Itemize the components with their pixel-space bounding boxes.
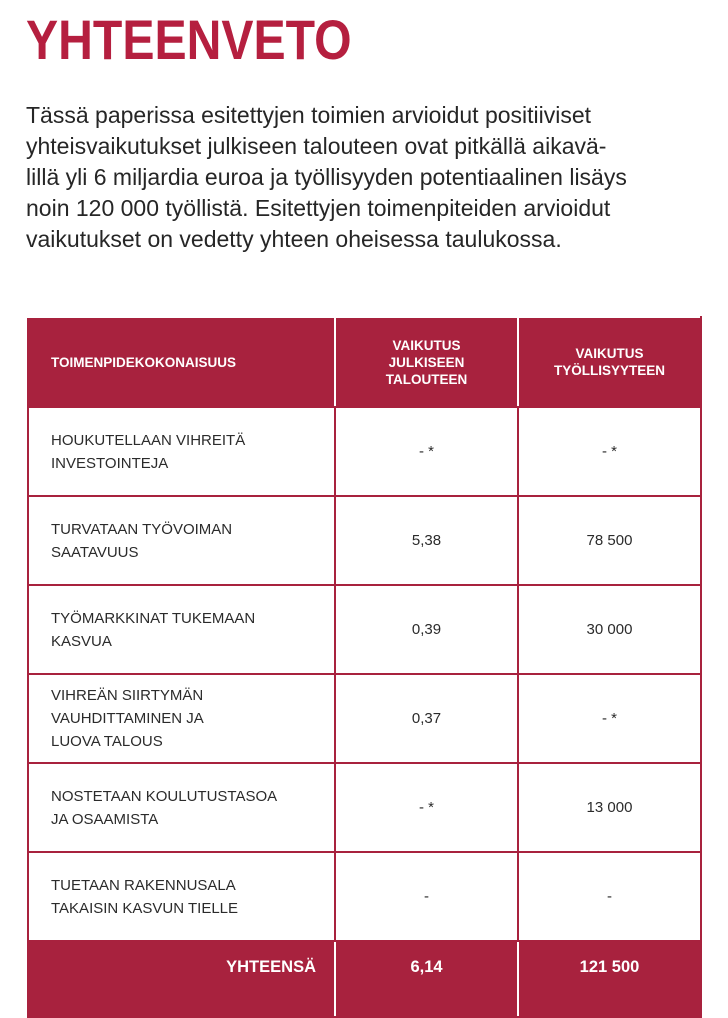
total-label: YHTEENSÄ (28, 941, 335, 1017)
header-employment-impact (518, 317, 701, 407)
row-public-finance-value: 0,39 (335, 585, 518, 674)
row-employment-value: 78 500 (518, 496, 701, 585)
measure-name-line: NOSTETAAN KOULUTUSTASOA (51, 787, 278, 805)
intro-line: vaikutukset on vedetty yhteen oheisessa taulukossa. (26, 226, 562, 252)
measure-name-line: SAATAVUUS (51, 543, 139, 561)
table-row (28, 496, 701, 585)
row-measure-name (28, 674, 335, 763)
header-public-finance-impact (335, 317, 518, 407)
table-row (28, 674, 701, 763)
total-public-finance-value: 6,14 (335, 941, 518, 1017)
row-public-finance-value: - (335, 852, 518, 941)
measure-name-line: LUOVA TALOUS (51, 733, 163, 750)
row-public-finance-value: 5,38 (335, 496, 518, 585)
total-employment-value: 121 500 (518, 941, 701, 1017)
row-employment-value: - * (518, 674, 701, 763)
measure-name-line: HOUKUTELLAAN VIHREITÄ (51, 431, 246, 449)
header-line: VAIKUTUS (392, 337, 461, 353)
table-row (28, 407, 701, 496)
row-public-finance-value: 0,37 (335, 674, 518, 763)
measure-name-line: TAKAISIN KASVUN TIELLE (51, 899, 239, 917)
intro-line: yhteisvaikutukset julkiseen talouteen ovat pitkällä aikavä- (26, 133, 607, 159)
intro-line: Tässä paperissa esitettyjen toimien arvioidut positiiviset (26, 102, 592, 128)
header-measure-group (28, 317, 335, 407)
row-employment-value: 13 000 (518, 763, 701, 852)
measure-name-line: INVESTOINTEJA (51, 454, 169, 472)
table-header-row (28, 317, 701, 407)
header-line: VAIKUTUS (575, 346, 644, 361)
intro-line: noin 120 000 työllistä. Esitettyjen toimenpiteiden arvioidut (26, 195, 611, 221)
row-measure-name (28, 496, 335, 585)
summary-table (27, 316, 702, 1018)
measure-name-line: VIHREÄN SIIRTYMÄN (51, 687, 204, 704)
measure-name-line: TURVATAAN TYÖVOIMAN (51, 520, 233, 538)
header-line: JULKISEEN (388, 354, 465, 370)
measure-name-line: KASVUA (51, 632, 112, 650)
row-measure-name (28, 763, 335, 852)
intro-line: lillä yli 6 miljardia euroa ja työllisyyden potentiaalinen lisäys (26, 164, 627, 190)
table-row (28, 852, 701, 941)
table-total-row (28, 941, 701, 1017)
header-line: TALOUTEEN (385, 371, 468, 387)
header-line: TOIMENPIDEKOKONAISUUS (51, 354, 237, 370)
intro-paragraph (26, 100, 706, 255)
row-employment-value: - * (518, 407, 701, 496)
table-row (28, 585, 701, 674)
measure-name-line: TYÖMARKKINAT TUKEMAAN (51, 609, 256, 627)
row-measure-name (28, 852, 335, 941)
row-public-finance-value: - * (335, 407, 518, 496)
row-employment-value: - (518, 852, 701, 941)
row-employment-value: 30 000 (518, 585, 701, 674)
row-measure-name (28, 407, 335, 496)
table-row (28, 763, 701, 852)
measure-name-line: TUETAAN RAKENNUSALA (51, 876, 236, 894)
measure-name-line: JA OSAAMISTA (51, 810, 159, 828)
row-measure-name (28, 585, 335, 674)
header-line: TYÖLLISYYTEEN (553, 363, 665, 378)
measure-name-line: VAUHDITTAMINEN JA (51, 710, 204, 727)
page-title: YHTEENVETO (26, 8, 352, 71)
row-public-finance-value: - * (335, 763, 518, 852)
